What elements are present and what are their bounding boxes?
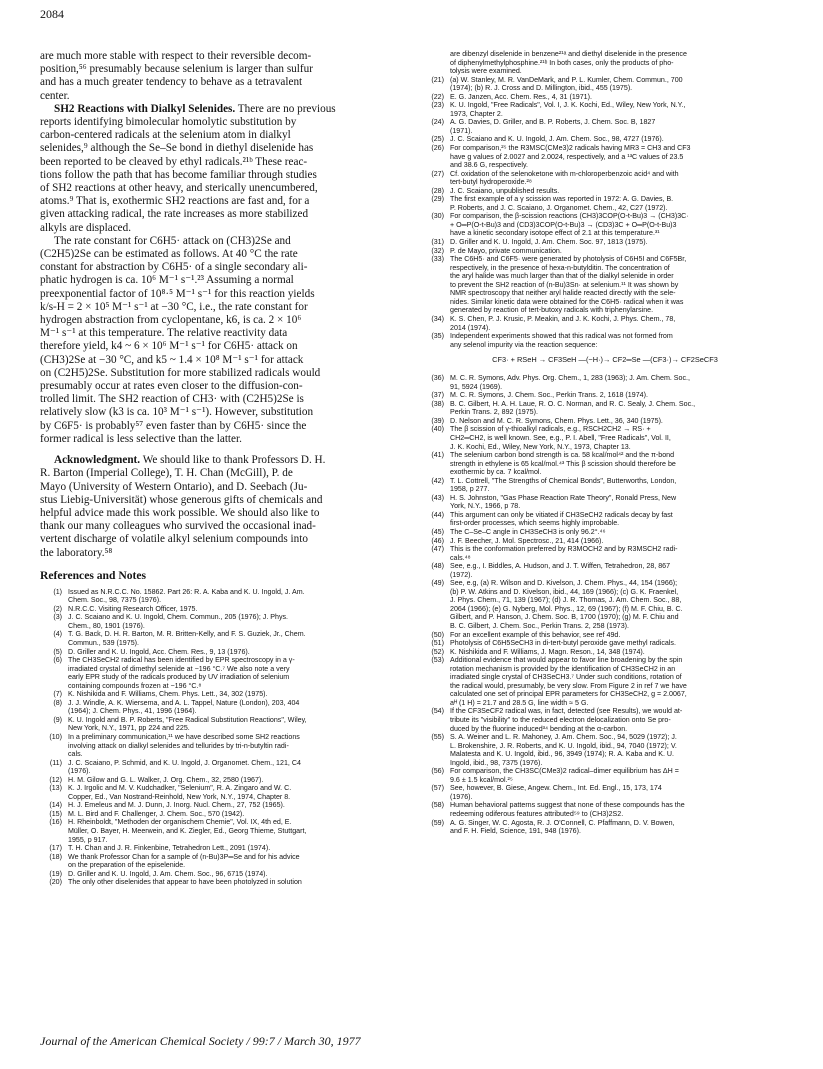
reference-text: For comparison, the CH3SC(CMe3)2 radical–dimer equilibrium has ΔH = 9.6 ± 1.5 kcal/mol.²⁵ bbox=[450, 767, 679, 784]
reference-number: (8) bbox=[53, 698, 62, 707]
reference-text: Independent experiments showed that this radical was not formed from any selenol impurity via the reaction sequence: bbox=[450, 332, 673, 349]
reference-item bbox=[422, 212, 788, 238]
reference-number: (40) bbox=[431, 425, 444, 434]
reference-item bbox=[422, 545, 788, 562]
reference-text: P. de Mayo, private communication. bbox=[450, 246, 562, 255]
reference-number: (15) bbox=[49, 809, 62, 818]
reference-text: Issued as N.R.C.C. No. 15862. Part 26: R. A. Kaba and K. U. Ingold, J. Am. Chem. Soc., 98, 7375 (1976). bbox=[68, 587, 305, 605]
reference-item bbox=[422, 255, 788, 315]
left-column bbox=[40, 50, 399, 887]
reference-item bbox=[422, 784, 788, 801]
reference-text: H. M. Gilow and G. L. Walker, J. Org. Chem., 32, 2580 (1967). bbox=[68, 775, 264, 784]
reference-item bbox=[422, 391, 788, 400]
reaction-scheme: CF3· + RSeH → CF3SeH —(−H·)→ CF2═Se —(CF3·)→ CF2SeCF3 bbox=[492, 355, 718, 365]
reference-number: (19) bbox=[49, 869, 62, 878]
reference-item bbox=[422, 639, 788, 648]
reference-item bbox=[40, 588, 399, 605]
reference-text: K. Nishikida and F. Williams, J. Magn. Reson., 14, 348 (1974). bbox=[450, 647, 645, 656]
reference-number: (28) bbox=[431, 186, 444, 195]
reference-item bbox=[422, 170, 788, 187]
reference-text: See, e.g, (a) R. Wilson and D. Kivelson, J. Chem. Phys., 44, 154 (1966); (b) P. W. Atkins and D. Kivelson, ibid., 44, 169 (1966); (c) G. K. Fraenkel, J. Phys. Chem., 71, 139 (1967); (d) J. R. Thomas, J. Am. Chem. Soc., 88, 2064 (1966); (e) G. Nyberg, Mol. Phys., 12, 69 (1967); (f) M. F. Chiu, B. C. Gilbert, and P. Hanson, J. Chem. Soc. B, 1700 (1970); (g) M. F. Chiu and B. C. Gilbert, J. Chem. Soc., Perkin Trans. 2, 258 (1973). bbox=[450, 579, 683, 630]
reference-text: A. G. Singer, W. C. Agosta, R. J. O'Connell, C. Pfaffmann, D. V. Bowen, and F. H. Field, Science, 191, 948 (1976). bbox=[450, 818, 675, 836]
reference-text: M. L. Bird and F. Challenger, J. Chem. Soc., 570 (1942). bbox=[68, 809, 245, 818]
reference-item bbox=[422, 528, 788, 537]
reference-text: H. S. Johnston, "Gas Phase Reaction Rate Theory", Ronald Press, New York, N.Y., 1966, p 78. bbox=[450, 493, 677, 511]
reference-item bbox=[422, 801, 788, 818]
reference-item bbox=[40, 656, 399, 690]
reference-text: T. H. Chan and J. R. Finkenbine, Tetrahedron Lett., 2091 (1974). bbox=[68, 844, 271, 853]
reference-number: (33) bbox=[431, 255, 444, 264]
reference-number: (32) bbox=[431, 246, 444, 255]
acknowledgment-heading: Acknowledgment. bbox=[54, 454, 141, 467]
reference-number: (9) bbox=[53, 715, 62, 724]
reference-text: For an excellent example of this behavior, see ref 49d. bbox=[450, 630, 621, 639]
reference-text: See, however, B. Giese, Angew. Chem., Int. Ed. Engl., 15, 173, 174 (1976). bbox=[450, 784, 662, 801]
reference-item bbox=[422, 187, 788, 196]
reference-number: (43) bbox=[431, 493, 444, 502]
reference-item bbox=[422, 648, 788, 657]
reference-number: (20) bbox=[49, 878, 62, 887]
reference-text: The only other diselenides that appear to have been photolyzed in solution bbox=[68, 878, 302, 887]
reference-item bbox=[422, 733, 788, 767]
reference-number: (50) bbox=[431, 630, 444, 639]
reference-item bbox=[422, 315, 788, 332]
reference-item bbox=[40, 776, 399, 785]
reference-item bbox=[40, 648, 399, 657]
reference-number: (2) bbox=[53, 604, 62, 613]
reference-item bbox=[422, 477, 788, 494]
reference-number: (58) bbox=[431, 801, 444, 810]
reference-number: (13) bbox=[49, 784, 62, 793]
reference-number: (49) bbox=[431, 579, 444, 588]
reference-number: (3) bbox=[53, 613, 62, 622]
reference-text: Cf. oxidation of the selenoketone with m-chloroperbenzoic acid⁴ and with tert-butyl hydroperoxide.²⁸ bbox=[450, 169, 679, 187]
reference-list-right-b bbox=[422, 374, 788, 836]
page-number: 2084 bbox=[40, 7, 64, 21]
reference-item bbox=[422, 238, 788, 247]
reference-text: (a) W. Stanley, M. R. VanDeMark, and P. L. Kumler, Chem. Commun., 700 (1974); (b) R. J. Cross and D. Millington, ibid., 455 (1975). bbox=[450, 75, 683, 93]
reference-text: D. Griller and K. U. Ingold, Acc. Chem. Res., 9, 13 (1976). bbox=[68, 647, 250, 656]
reference-item bbox=[40, 605, 399, 614]
reference-item bbox=[422, 579, 788, 630]
reference-number: (1) bbox=[53, 587, 62, 596]
reference-item bbox=[422, 195, 788, 212]
reference-item bbox=[422, 135, 788, 144]
reference-item bbox=[40, 878, 399, 887]
reference-text: J. C. Scaiano and K. U. Ingold, J. Am. Chem. Soc., 98, 4727 (1976). bbox=[450, 135, 664, 144]
reference-text: K. U. Ingold, "Free Radicals", Vol. I, J. K. Kochi, Ed., Wiley, New York, N.Y., 1973, Chapter 2. bbox=[450, 101, 686, 118]
reference-item bbox=[422, 93, 788, 102]
reference-number: (57) bbox=[431, 784, 444, 793]
reference-text: H. J. Emeleus and M. J. Dunn, J. Inorg. Nucl. Chem., 27, 752 (1965). bbox=[68, 801, 285, 810]
body-paragraph-rate: The rate constant for C6H5· attack on (CH3)2Se and (C2H5)2Se can be estimated as follows. At 40 °C the rate constant for abstraction by C6H5· of a single secondary ali- phatic hydrogen is ca. 10⁶ M⁻¹ s⁻¹.²³ Assuming a normal preexponential factor of 10⁸·⁵ M⁻¹ s⁻¹ for this reaction yields k/s-H = 2 × 10⁵ M⁻¹ s⁻¹ at −30 °C, i.e., the rate constant for hydrogen abstraction from cyclopentane, k6, is ca. 2 × 10⁶ M⁻¹ s⁻¹ at this temperature. The relative reactivity data therefore yield, k4 ~ 6 × 10⁶ M⁻¹ s⁻¹ for C6H5· attack on (CH3)2Se at −30 °C, and k5 ~ 1.4 × 10⁸ M⁻¹ s⁻¹ for attack on (C2H5)2Se. Substitution for more stabilized radicals would presumably occur at rates even closer to the diffusion-con- trolled limit. The SH2 reaction of CH3· with (C2H5)2Se is relatively slow (k3 is ca. 10³ M⁻¹ s⁻¹). However, substitution by C6F5· is probably⁵⁷ even faster than by C6H5· since the former radical is less selective than the latter. bbox=[40, 234, 321, 445]
reference-item bbox=[40, 733, 399, 759]
reference-number: (5) bbox=[53, 647, 62, 656]
reference-number: (12) bbox=[49, 775, 62, 784]
reference-text: T. L. Cottrell, "The Strengths of Chemical Bonds", Butterworths, London, 1958, p 277. bbox=[450, 476, 677, 494]
reference-number: (35) bbox=[431, 332, 444, 341]
reference-text: J. C. Scaiano, unpublished results. bbox=[450, 186, 560, 195]
acknowledgment-text: We should like to thank Professors D. H. R. Barton (Imperial College), T. H. Chan (McGill), P. de Mayo (University of Western Ontario), and D. Seebach (Ju- stus Liebig-Universität) whose generous gifts of chemicals and helpful advice made this work possible. We should also like to thank our many colleagues who survived the occasional inad- vertent discharge of volatile alkyl selenium compounds into the laboratory.⁵⁸ bbox=[40, 454, 326, 559]
reference-item bbox=[40, 630, 399, 647]
reference-text: For comparison, the β-scission reactions (CH3)3COP(O-t-Bu)3 → (CH3)3C· + O═P(O-t-Bu)3 and (CD3)3COP(O-t-Bu)3 → (CD3)3C + O═P(O-t-Bu)3 have a kinetic secondary isotope effect of 2.1 at this temperature.³¹ bbox=[450, 212, 689, 238]
reference-number: (38) bbox=[431, 399, 444, 408]
reference-number: (54) bbox=[431, 707, 444, 716]
reference-text: J. C. Scaiano and K. U. Ingold, Chem. Commun., 205 (1976); J. Phys. Chem., 80, 1901 (1976). bbox=[68, 613, 289, 630]
reference-item bbox=[422, 656, 788, 707]
reference-item bbox=[422, 332, 788, 349]
reference-number: (34) bbox=[431, 314, 444, 323]
reference-text: The first example of a γ scission was reported in 1972: A. G. Davies, B. P. Roberts, and J. C. Scaiano, J. Organomet. Chem., 42, C27 (1972). bbox=[450, 195, 674, 212]
reference-number: (39) bbox=[431, 416, 444, 425]
reference-number: (42) bbox=[431, 476, 444, 485]
reference-number: (24) bbox=[431, 118, 444, 127]
reference-number: (29) bbox=[431, 195, 444, 204]
reference-item bbox=[422, 494, 788, 511]
reference-item bbox=[422, 537, 788, 546]
reference-item bbox=[40, 613, 399, 630]
reference-text: The selenium carbon bond strength is ca. 58 kcal/mol⁴² and the π-bond strength in ethylene is 65 kcal/mol.⁴³ This β scission should therefore be exothermic by ca. 7 kcal/mol. bbox=[450, 451, 676, 477]
reference-text: K. Nishikida and F. Williams, Chem. Phys. Lett., 34, 302 (1975). bbox=[68, 690, 268, 699]
reference-text: Human behavioral patterns suggest that none of these compounds has the redeeming odiferous features attributed⁵⁹ to (CH3)2S2. bbox=[450, 801, 685, 819]
reference-text: If the CF3SeCF2 radical was, in fact, detected (see Results), we would at- tribute its "visibility" to the reduced electron delocalization onto Se pro- duced by the fluorine induced³⁴ bending at the α-carbon. bbox=[450, 707, 683, 733]
reference-text: J. F. Beecher, J. Mol. Spectrosc., 21, 414 (1966). bbox=[450, 536, 604, 545]
reference-item bbox=[422, 400, 788, 417]
reference-text: D. Nelson and M. C. R. Symons, Chem. Phys. Lett., 36, 340 (1975). bbox=[450, 416, 663, 425]
reference-number: (27) bbox=[431, 169, 444, 178]
reference-text: For comparison,²⁵ the R3MSC(CMe3)2 radicals having MR3 = CH3 and CF3 have g values of 2.0027 and 2.0024, respectively, and a ¹³C values of 23.5 and 38.6 G, respectively. bbox=[450, 144, 691, 170]
reference-text: The C6H5· and C6F5· were generated by photolysis of C6H5I and C6F5Br, respectively, in the presence of hexa-n-butylditin. The concentration of the aryl halide was much larger than that of the dialkyl selenide in order to prevent the SH2 reaction of (n-Bu)3Sn· at selenium.¹¹ It was shown by NMR spectroscopy that neither aryl halide reacted directly with the sele- nides. Similar kinetic data were obtained for the C6H5· radical when it was generated by reaction of tert-butoxy radicals with triphenylarsine. bbox=[450, 255, 687, 315]
reference-number: (30) bbox=[431, 212, 444, 221]
reference-item bbox=[422, 76, 788, 93]
reference-item bbox=[422, 417, 788, 426]
journal-footer: Journal of the American Chemical Society / 99:7 / March 30, 1977 bbox=[40, 1034, 361, 1048]
reference-text: D. Griller and K. U. Ingold, J. Am. Chem. Soc. 97, 1813 (1975). bbox=[450, 238, 648, 247]
reference-item bbox=[422, 631, 788, 640]
reference-number: (46) bbox=[431, 536, 444, 545]
reference-number: (36) bbox=[431, 374, 444, 383]
reference-number: (21) bbox=[431, 75, 444, 84]
reference-number: (59) bbox=[431, 818, 444, 827]
reference-number: (22) bbox=[431, 92, 444, 101]
reference-number: (55) bbox=[431, 733, 444, 742]
reference-number: (52) bbox=[431, 647, 444, 656]
reference-text: This argument can only be vitiated if CH3SeCH2 radicals decay by fast first-order processes, which seems highly improbable. bbox=[450, 510, 673, 528]
reference-number: (51) bbox=[431, 639, 444, 648]
reference-item bbox=[40, 801, 399, 810]
reference-text: are dibenzyl diselenide in benzene²¹ᵃ and diethyl diselenide in the presence of diphenylmethylphosphine.²¹ᵇ In both cases, only the products of pho- tolysis were examined. bbox=[450, 50, 687, 76]
reference-number: (47) bbox=[431, 545, 444, 554]
reference-number: (48) bbox=[431, 562, 444, 571]
body-paragraph-sh2 bbox=[40, 103, 399, 235]
reference-text: In a preliminary communication,¹¹ we have described some SH2 reactions involving attack on dialkyl selenides and tellurides by tri-n-butyltin radi- cals. bbox=[68, 733, 300, 759]
section-heading-sh2: SH2 Reactions with Dialkyl Selenides. bbox=[54, 102, 236, 115]
reference-text: K. J. Irgolic and M. V. Kudchadker, "Selenium", R. A. Zingaro and W. C. Copper, Ed., Van Nostrand-Reinhold, New York, N.Y., 1974, Chapter 8. bbox=[68, 784, 292, 801]
reference-number: (18) bbox=[49, 852, 62, 861]
body-paragraph: are much more stable with respect to their reversible decom- position,⁵⁶ presumably because selenium is larger than sulfur and has a much greater tendency to behave as a tetravalent center. bbox=[40, 50, 313, 102]
reference-item bbox=[422, 451, 788, 477]
reference-text: J. C. Scaiano, P. Schmid, and K. U. Ingold, J. Organomet. Chem., 121, C4 (1976). bbox=[68, 758, 301, 776]
reference-number: (31) bbox=[431, 238, 444, 247]
reference-number: (17) bbox=[49, 844, 62, 853]
reference-text: E. G. Janzen, Acc. Chem. Res., 4, 31 (1971). bbox=[450, 92, 592, 101]
reference-text: Photolysis of C6H5SeCH3 in di-tert-butyl peroxide gave methyl radicals. bbox=[450, 639, 676, 648]
reference-text: D. Griller and K. U. Ingold, J. Am. Chem. Soc., 96, 6715 (1974). bbox=[68, 869, 268, 878]
reference-list-left bbox=[40, 588, 399, 887]
reference-item bbox=[40, 818, 399, 844]
reference-item bbox=[422, 101, 788, 118]
reference-number: (45) bbox=[431, 527, 444, 536]
reference-text: K. S. Chen, P. J. Krusic, P. Meakin, and J. K. Kochi, J. Phys. Chem., 78, 2014 (1974). bbox=[450, 314, 676, 332]
reference-text: M. C. R. Symons, J. Chem. Soc., Perkin Trans. 2, 1618 (1974). bbox=[450, 391, 648, 400]
reference-number: (26) bbox=[431, 144, 444, 153]
reference-number: (25) bbox=[431, 135, 444, 144]
reference-item bbox=[40, 716, 399, 733]
reference-text: Additional evidence that would appear to favor line broadening by the spin rotation mechanism is provided by the identification of CH3SeCH2 in an irradiated single crystal of CH3SeCH3.⁷ Under such conditions, rotation of the radical would, presumably, be very slow. From Figure 2 in ref 7 we have calculated one set of principal EPR parameters for CH3SeCH2, g = 2.0067, aᴴ (1 H) = 21.7 and 28.5 G, line width ≈ 5 G. bbox=[450, 656, 687, 707]
reference-number: (56) bbox=[431, 767, 444, 776]
right-column bbox=[422, 50, 788, 836]
reference-text: The CH3SeCH2 radical has been identified by EPR spectroscopy in a γ- irradiated crystal of dimethyl selenide at −196 °C.⁷ We also note a very early EPR study of the radicals produced by UV irradiation of selenium containing compounds frozen at −196 °C.⁸ bbox=[68, 656, 295, 690]
reference-number: (14) bbox=[49, 801, 62, 810]
reference-text: This is the conformation preferred by R3MOCH2 and by R3MSCH2 radi- cals.⁴⁸ bbox=[450, 545, 678, 562]
reference-text: The C–Se–C angle in CH3SeCH3 is only 96.2°.⁴⁶ bbox=[450, 527, 606, 536]
reference-text: H. Rheinboldt, "Methoden der organischem Chemie", Vol. IX, 4th ed, E. Müller, O. Bayer, H. Meerwein, and K. Ziegler, Ed., Georg Thieme, Stuttgart, 1955, p 917. bbox=[68, 818, 307, 844]
reference-item bbox=[40, 870, 399, 879]
reference-text: A. G. Davies, D. Griller, and B. P. Roberts, J. Chem. Soc. B, 1827 (1971). bbox=[450, 118, 656, 135]
reference-number: (7) bbox=[53, 690, 62, 699]
reference-number: (44) bbox=[431, 510, 444, 519]
reference-item bbox=[422, 562, 788, 579]
reference-item bbox=[40, 759, 399, 776]
reference-item bbox=[422, 767, 788, 784]
sh2-text: There are no previous reports identifying bimolecular homolytic substitution by carbon-centered radicals at the selenium atom in dialkyl selenides,⁹ although the Se–Se bond in diethyl diselenide has been reported to be cleaved by ethyl radicals.²¹ᵇ These reac- tions follow the path that has become familiar through studies of SH2 reactions at other heavy, and sterically unencumbered, atoms.⁹ That is, exothermic SH2 reactions are fast and, for a given attacking radical, the rate increases as more stabilized alkyls are displaced. bbox=[40, 102, 336, 234]
reference-text: See, e.g., I. Biddles, A. Hudson, and J. T. Wiffen, Tetrahedron, 28, 867 (1972). bbox=[450, 562, 671, 579]
reference-number: (16) bbox=[49, 818, 62, 827]
reference-number: (53) bbox=[431, 656, 444, 665]
reference-number: (41) bbox=[431, 451, 444, 460]
reference-text: The β scission of γ-thioalkyl radicals, e.g., RSCH2CH2 → RS· + CH2═CH2, is well known. See, e.g., P. I. Abell, "Free Radicals", Vol. II, J. K. Kochi, Ed., Wiley, New York, N.Y., 1973, Chapter 13. bbox=[450, 425, 671, 451]
reference-text: B. C. Gilbert, H. A. H. Laue, R. O. C. Norman, and R. C. Sealy, J. Chem. Soc., Perkin Trans. 2, 892 (1975). bbox=[450, 399, 696, 417]
reference-text: M. C. R. Symons, Adv. Phys. Org. Chem., 1, 283 (1963); J. Am. Chem. Soc., 91, 5924 (1969). bbox=[450, 374, 690, 391]
reference-item bbox=[422, 707, 788, 733]
reference-number: (6) bbox=[53, 656, 62, 665]
reference-text: S. A. Weiner and L. R. Mahoney, J. Am. Chem. Soc., 94, 5029 (1972); J. L. Brokenshire, J. R. Roberts, and K. U. Ingold, ibid., 94, 7040 (1972); V. Malatesta and K. U. Ingold, ibid., 96, 3949 (1974); R. A. Kaba and K. U. Ingold, ibid., 98, 7375 (1976). bbox=[450, 733, 677, 767]
reference-text: N.R.C.C. Visiting Research Officer, 1975. bbox=[68, 604, 198, 613]
reference-item bbox=[422, 425, 788, 451]
acknowledgment-paragraph bbox=[40, 454, 399, 560]
reference-item bbox=[422, 144, 788, 170]
reference-text: K. U. Ingold and B. P. Roberts, "Free Radical Substitution Reactions", Wiley, New York, N.Y., 1971, pp 224 and 225. bbox=[68, 715, 307, 733]
reference-text: T. G. Back, D. H. R. Barton, M. R. Britten-Kelly, and F. S. Guziek, Jr., Chem. Commun., 539 (1975). bbox=[68, 630, 306, 647]
reference-item bbox=[40, 699, 399, 716]
reference-number: (10) bbox=[49, 733, 62, 742]
reference-number: (11) bbox=[49, 758, 62, 767]
reference-item bbox=[422, 118, 788, 135]
reference-number bbox=[422, 50, 450, 76]
reference-text: J. J. Windle, A. K. Wiersema, and A. L. Tappel, Nature (London), 203, 404 (1964); J. Chem. Phys., 41, 1996 (1964). bbox=[68, 698, 300, 716]
reference-list-right-a bbox=[422, 50, 788, 349]
reference-number: (23) bbox=[431, 101, 444, 110]
references-heading: References and Notes bbox=[40, 568, 147, 582]
reference-item bbox=[40, 853, 399, 870]
reference-number: (37) bbox=[431, 391, 444, 400]
reference-item bbox=[422, 511, 788, 528]
reference-item bbox=[40, 844, 399, 853]
reference-item bbox=[40, 690, 399, 699]
reference-item bbox=[40, 810, 399, 819]
reference-item bbox=[422, 819, 788, 836]
reference-number: (4) bbox=[53, 630, 62, 639]
reference-item bbox=[422, 374, 788, 391]
reference-text: We thank Professor Chan for a sample of (n-Bu)3P═Se and for his advice on the preparation of the episelenide. bbox=[68, 852, 300, 870]
reference-item bbox=[40, 784, 399, 801]
reference-item bbox=[422, 50, 788, 76]
reference-item bbox=[422, 247, 788, 256]
